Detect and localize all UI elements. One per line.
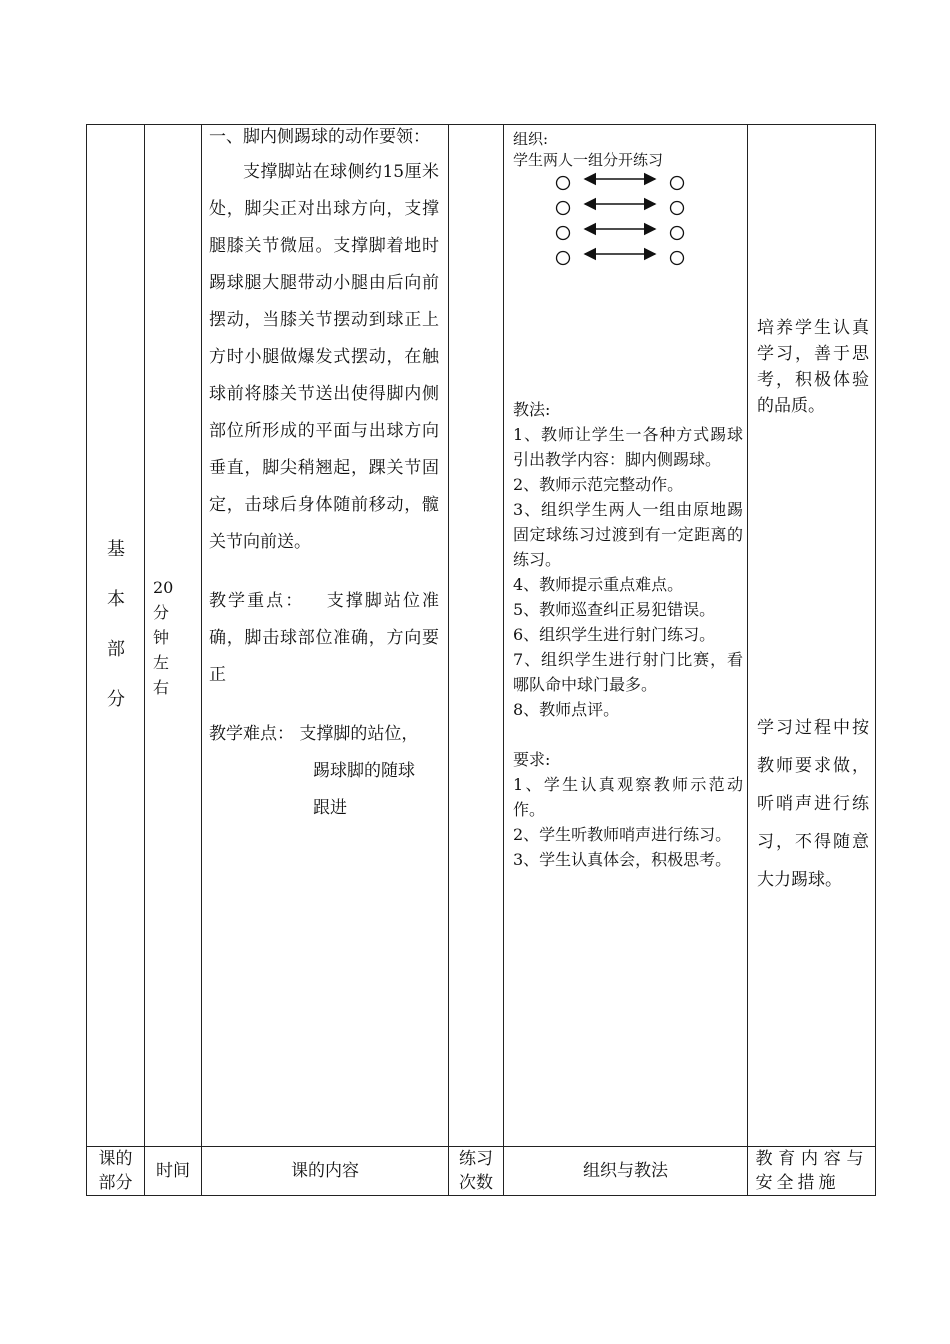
key-point-label: 教学重点：: [209, 591, 305, 611]
difficulty-line: 跟进: [313, 798, 347, 818]
footer-cell-reps: [449, 1147, 503, 1195]
footer-cell-content: [202, 1147, 448, 1195]
student-marker: [557, 227, 570, 240]
column-divider: [503, 125, 504, 1195]
footer-cell-method: [504, 1147, 747, 1195]
column-divider: [448, 125, 449, 1195]
content-body: 支撑脚站在球侧约15厘米处，脚尖正对出球方向，支撑腿膝关节微屈。支撑脚着地时踢球腿大腿带动小腿由后向前摆动，当膝关节摆动到球正上方时小腿做爆发式摆动，在触球前将膝关节送出使得脚内侧部位所形成的平面与出球方向垂直，脚尖稍翘起，踝关节固定，击球后身体随前移动，髋关节向前送。: [209, 162, 439, 552]
safety-note-2: 学习过程中按教师要求做，听哨声进行练习，不得随意大力踢球。: [757, 718, 869, 890]
difficulty-line: 支撑脚的站位，: [299, 724, 419, 744]
footer-label: 练习次数: [459, 1149, 493, 1193]
method-item: 4、教师提示重点难点。: [513, 575, 684, 594]
method-item: 3、组织学生两人一组由原地踢固定球练习过渡到有一定距离的练习。: [513, 500, 743, 569]
time-line: 钟: [153, 628, 170, 647]
content-heading: 一、脚内侧踢球的动作要领：: [209, 127, 430, 147]
section-label: [87, 525, 145, 725]
column-divider: [747, 125, 748, 1195]
requirement-item: 3、学生认真体会，积极思考。: [513, 850, 732, 869]
requirement-label: 要求:: [513, 750, 551, 769]
difficulty: [209, 716, 439, 827]
footer-label: 教育内容与安全措施: [755, 1149, 868, 1193]
section-label-char: 基: [107, 539, 125, 560]
org-label: 组织:: [513, 130, 549, 148]
student-marker: [671, 177, 684, 190]
lesson-plan-table: [86, 124, 876, 1196]
requirement-item: 2、学生听教师哨声进行练习。: [513, 825, 732, 844]
method-label: 教法:: [513, 400, 551, 419]
key-point: [209, 583, 439, 694]
time-line: 右: [153, 678, 170, 697]
section-label-char: 本: [107, 589, 125, 610]
organization-methods: [513, 129, 743, 872]
section-label-char: 部: [107, 639, 125, 660]
student-marker: [557, 202, 570, 215]
time-line: 20: [153, 578, 174, 597]
footer-cell-time: [145, 1147, 201, 1195]
footer-label: 组织与教法: [583, 1161, 668, 1181]
method-item: 2、教师示范完整动作。: [513, 475, 684, 494]
student-marker: [671, 227, 684, 240]
footer-cell-safety: [748, 1147, 875, 1195]
section-label-char: 分: [107, 689, 125, 710]
method-item: 7、组织学生进行射门比赛，看哪队命中球门最多。: [513, 650, 743, 694]
time-allocation: [153, 575, 199, 700]
safety-note-1: 培养学生认真学习，善于思考，积极体验的品质。: [757, 318, 869, 416]
footer-label: 课的内容: [291, 1161, 359, 1181]
footer-label: 时间: [156, 1161, 190, 1181]
requirement-item: 1、学生认真观察教师示范动作。: [513, 775, 743, 819]
footer-cell-part: [87, 1147, 144, 1195]
method-item: 8、教师点评。: [513, 700, 620, 719]
student-marker: [557, 252, 570, 265]
student-marker: [671, 252, 684, 265]
requirement-list: [513, 772, 743, 872]
method-item: 1、教师让学生一各种方式踢球引出教学内容：脚内侧踢球。: [513, 425, 743, 469]
student-marker: [671, 202, 684, 215]
lesson-content: [209, 124, 439, 827]
formation-diagram: [513, 171, 733, 291]
method-item: 6、组织学生进行射门练习。: [513, 625, 716, 644]
method-item: 5、教师巡查纠正易犯错误。: [513, 600, 716, 619]
student-marker: [557, 177, 570, 190]
time-line: 分: [153, 603, 170, 622]
difficulty-label: 教学难点：: [209, 724, 294, 744]
org-text: 学生两人一组分开练习: [513, 151, 664, 169]
method-list: [513, 422, 743, 722]
footer-label: 课的部分: [98, 1149, 133, 1193]
difficulty-line: 踢球脚的随球: [313, 761, 415, 781]
key-point-text: 支撑脚站位准确，脚击球部位准确，方向要正: [209, 591, 440, 685]
column-divider: [201, 125, 202, 1195]
time-line: 左: [153, 653, 170, 672]
